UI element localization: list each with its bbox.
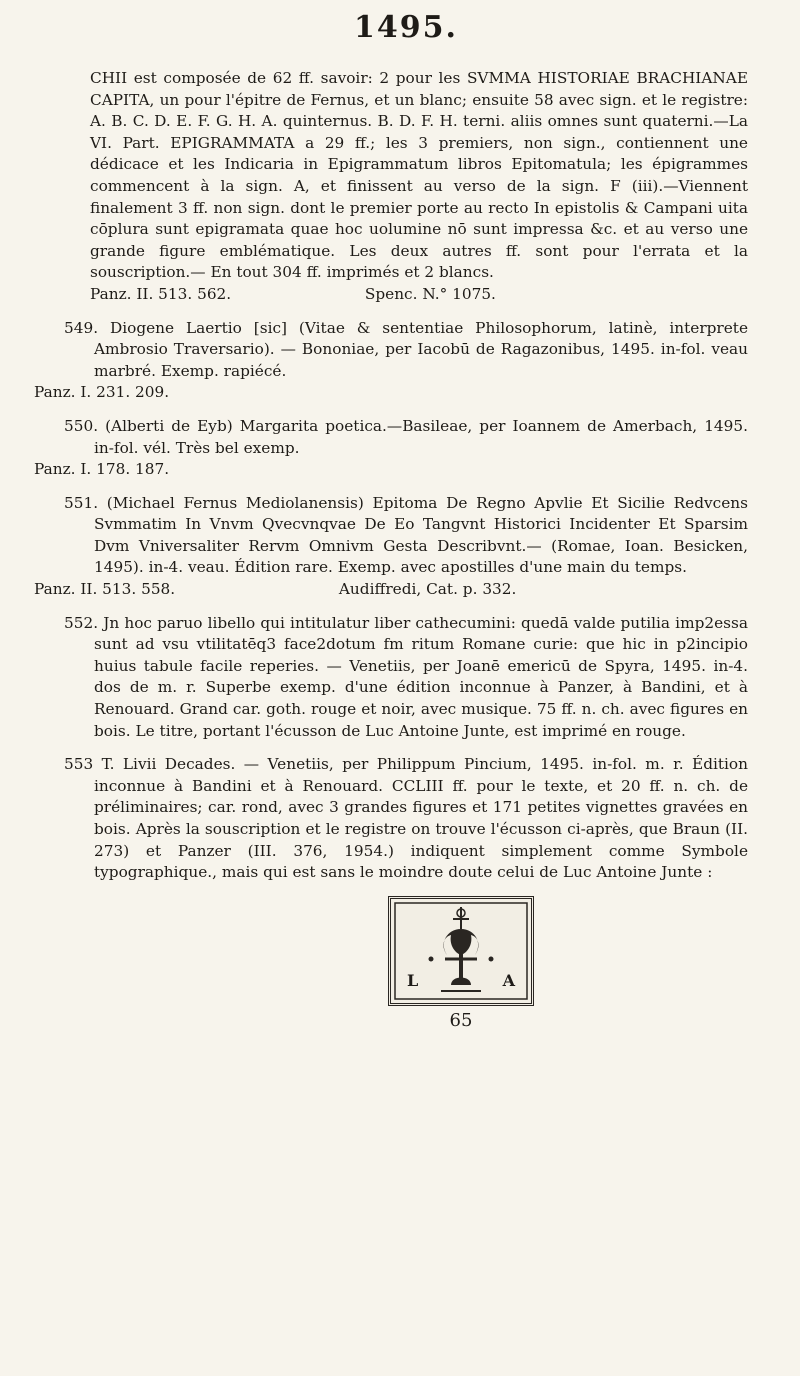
reference-primary: Panz. II. 513. 562.: [90, 284, 232, 303]
reference-primary: Panz. I. 231. 209.: [34, 383, 170, 402]
entry-intro: [64, 68, 748, 306]
entry-references: [34, 459, 748, 481]
entry-references: [34, 579, 748, 601]
entry-text: Diogene Laertio [sic] (Vitae & sententiae Philosophorum, latinè, interprete Ambrosio Traversario). — Bononiae, per Iacobū de Ragazonibus, 1495. in-fol. veau marbré. Exemp. rapiécé.: [94, 318, 748, 380]
reference-primary: Panz. II. 513. 558.: [34, 580, 176, 599]
entry-references: [34, 382, 748, 404]
device-letter-right: A: [502, 970, 515, 990]
entry-number: 550.: [64, 416, 99, 435]
entry-text: Jn hoc paruo libello qui intitulatur liber cathecumini: quedā valde putilia imp2essa sunt ad vsu vtilitatēq3 face2dotum fm ritum Romane curie: que hic in p2incipio huius tabule facile reperies. — Venetiis, per Joanē emericū de Spyra, 1495. in-4. dos de m. r. Superbe exemp. d'une édition inconnue à Panzer, à Bandini, et à Renouard. Grand car. goth. rouge et noir, avec musique. 75 ff. n. ch. avec figures en bois. Le titre, portant l'écusson de Luc Antoine Junte, est imprimé en rouge.: [94, 613, 748, 740]
entry-551: [34, 493, 748, 601]
entry-text: T. Livii Decades. — Venetiis, per Philippum Pincium, 1495. in-fol. m. r. Édition inconnue à Bandini et à Renouard. CCLIII ff. pour le texte, et 20 ff. n. ch. de préliminaires; car. rond, avec 3 grandes figures et 171 petites vignettes gravées en bois. Après la souscription et le registre on trouve l'écusson ci-après, que Braun (II. 273) et Panzer (III. 376, 1954.) indiquent simplement comme Symbole typographique., mais qui est sans le moindre doute celui de Luc Antoine Junte :: [94, 755, 748, 882]
entry-number: 553: [64, 755, 94, 774]
entry-number: 551.: [64, 493, 99, 512]
reference-secondary: Audiffredi, Cat. p. 332.: [338, 580, 517, 599]
reference-primary: Panz. I. 178. 187.: [34, 460, 170, 479]
entry-549: [34, 318, 748, 404]
printer-device-woodcut: [388, 896, 534, 1006]
entry-550: [34, 416, 748, 481]
entry-number: 552.: [64, 613, 99, 632]
entry-text: (Michael Fernus Mediolanensis) Epitoma De Regno Apvlie Et Sicilie Redvcens Svmmatim In Vnvm Qvecvnqvae De Eo Tangvnt Historici Incidenter Et Sparsim Dvm Vniversaliter Rervm Omnivm Gesta Describvnt.— (Romae, Ioan. Besicken, 1495). in-4. veau. Édition rare. Exemp. avec apostilles d'une main du temps.: [94, 493, 748, 577]
page-year-heading: 1495.: [354, 10, 458, 45]
entry-text: (Alberti de Eyb) Margarita poetica.—Basileae, per Ioannem de Amerbach, 1495. in-fol. vél. Très bel exemp.: [94, 416, 748, 457]
entry-number: 549.: [64, 318, 99, 337]
entry-552: [64, 613, 748, 743]
device-letter-left: L: [407, 970, 419, 990]
entry-553: [64, 754, 748, 884]
entry-text: CHII est composée de 62 ff. savoir: 2 pour les SVMMA HISTORIAE BRACHIANAE CAPITA, un pour l'épitre de Fernus, et un blanc; ensuite 58 avec sign. et le registre: A. B. C. D. E. F. G. H. A. quinternus. B. D. F. H. terni. aliis omnes sunt quaterni.—La VI. Part. EPIGRAMMATA a 29 ff.; les 3 premiers, non sign., contiennent une dédicace et les Indicaria in Epigrammatum libros Epitomatula; les épigrammes commencent à la sign. A, et finissent au verso de la sign. F (iii).—Viennent finalement 3 ff. non sign. dont le premier porte au recto In epistolis & Campani uita cōplura sunt epigramata quae hoc uolumine nō sunt impressa &c. et au verso une grande figure emblématique. Les deux autres ff. sont pour l'errata et la souscription.— En tout 304 ff. imprimés et 2 blancs.: [90, 69, 748, 282]
entry-references: [90, 284, 748, 306]
page-number: 65: [449, 1009, 473, 1031]
reference-secondary: Spenc. N.° 1075.: [364, 284, 496, 303]
